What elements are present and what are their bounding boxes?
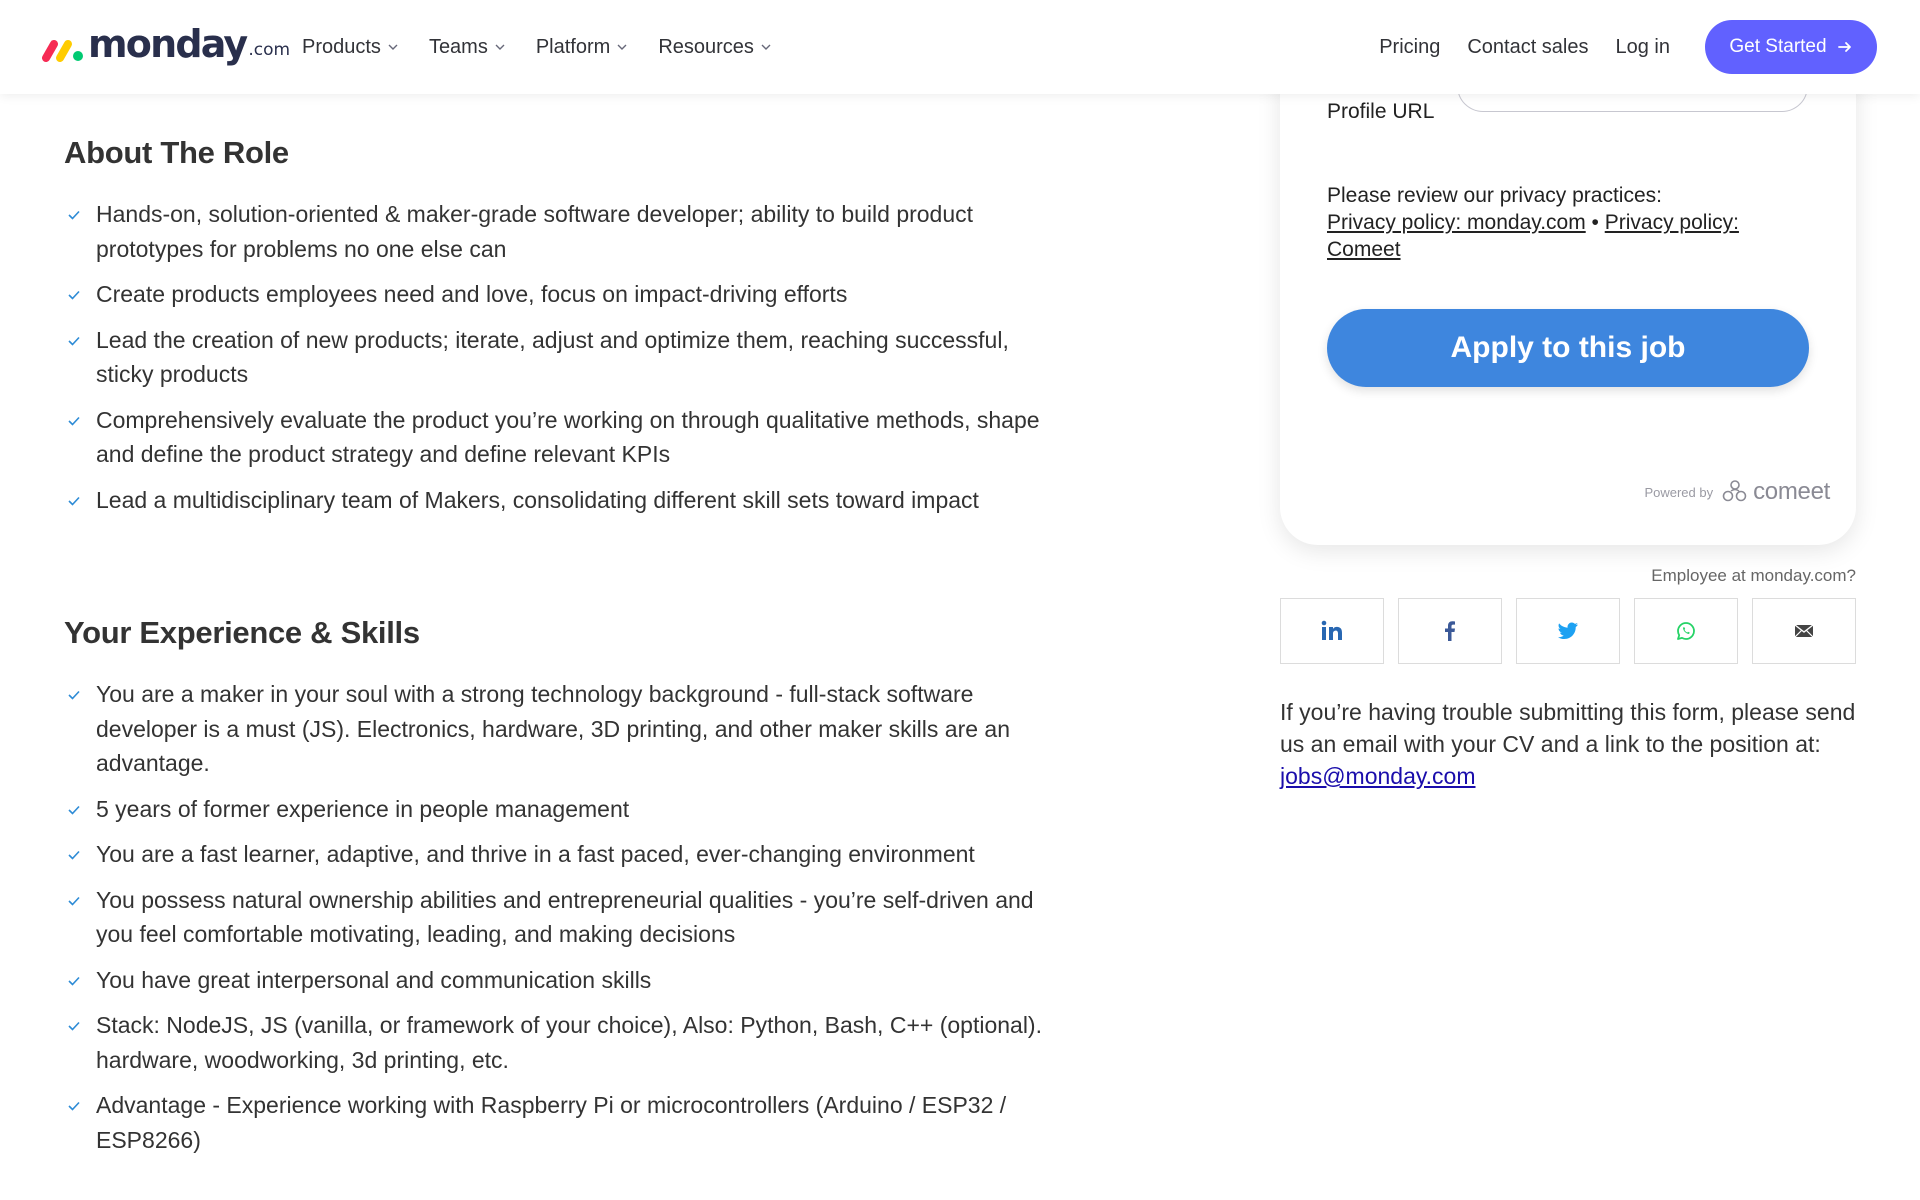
nav-products-label: Products bbox=[302, 35, 381, 58]
nav-platform[interactable] bbox=[536, 36, 628, 59]
chevron-down-icon bbox=[494, 41, 506, 53]
comeet-logo-icon bbox=[1721, 478, 1749, 506]
share-email-button[interactable] bbox=[1752, 598, 1856, 664]
chevron-down-icon bbox=[387, 41, 399, 53]
check-icon bbox=[68, 805, 80, 815]
list-item bbox=[64, 1008, 1064, 1077]
list-item bbox=[64, 323, 1064, 392]
jobs-email-link[interactable]: jobs@monday.com bbox=[1280, 763, 1476, 789]
linkedin-icon bbox=[1320, 619, 1344, 643]
experience-list bbox=[64, 677, 1064, 1168]
about-role-list bbox=[64, 197, 1064, 528]
application-form-card bbox=[1280, 40, 1856, 545]
list-item-text: 5 years of former experience in people management bbox=[96, 795, 630, 822]
whatsapp-icon bbox=[1674, 619, 1698, 643]
check-icon bbox=[68, 1021, 80, 1031]
list-item-text: You are a fast learner, adaptive, and thrive in a fast paced, ever-changing environment bbox=[96, 841, 975, 867]
trouble-submitting-notice bbox=[1280, 696, 1860, 792]
check-icon bbox=[68, 1101, 80, 1111]
list-item bbox=[64, 883, 1064, 952]
nav-products[interactable] bbox=[302, 36, 399, 59]
twitter-icon bbox=[1556, 619, 1580, 643]
check-icon bbox=[68, 290, 80, 300]
login-link[interactable]: Log in bbox=[1615, 35, 1670, 58]
list-item-text: Hands-on, solution-oriented & maker-grade software developer; ability to build product prototypes for problems no one else can bbox=[96, 201, 974, 262]
chevron-down-icon bbox=[760, 41, 772, 53]
list-item-text: Stack: NodeJS, JS (vanilla, or framework of your choice), Also: Python, Bash, C++ (optional). hardware, woodworking, 3d printing, etc. bbox=[96, 1012, 1042, 1073]
list-item bbox=[64, 483, 1064, 518]
header-actions bbox=[1352, 0, 1877, 94]
chevron-down-icon bbox=[616, 41, 628, 53]
apply-button[interactable] bbox=[1327, 309, 1809, 387]
list-item bbox=[64, 1088, 1064, 1157]
trouble-text: If you’re having trouble submitting this form, please send us an email with your CV and a link to the position at: bbox=[1280, 699, 1856, 757]
monday-logo-icon bbox=[42, 28, 86, 64]
nav-platform-label: Platform bbox=[535, 35, 611, 58]
employee-referral-link[interactable]: Employee at monday.com? bbox=[1651, 566, 1856, 585]
check-icon bbox=[68, 896, 80, 906]
share-twitter-button[interactable] bbox=[1516, 598, 1620, 664]
list-item bbox=[64, 677, 1064, 781]
nav-teams[interactable] bbox=[429, 36, 506, 59]
check-icon bbox=[68, 690, 80, 700]
pricing-link[interactable]: Pricing bbox=[1379, 35, 1441, 58]
list-item-text: Lead the creation of new products; iterate, adjust and optimize them, reaching successful, sticky products bbox=[96, 326, 1009, 387]
powered-by-label: Powered by bbox=[1644, 484, 1714, 500]
list-item-text: You possess natural ownership abilities and entrepreneurial qualities - you’re self-driven and you feel comfortable motivating, leading, and making decisions bbox=[96, 886, 1034, 947]
privacy-intro: Please review our privacy practices: bbox=[1327, 184, 1662, 207]
contact-sales-link[interactable]: Contact sales bbox=[1467, 35, 1589, 58]
list-item bbox=[64, 277, 1064, 312]
list-item bbox=[64, 197, 1064, 266]
list-item-text: Create products employees need and love, focus on impact-driving efforts bbox=[96, 281, 848, 307]
list-item bbox=[64, 403, 1064, 472]
check-icon bbox=[68, 850, 80, 860]
comeet-wordmark: comeet bbox=[1753, 478, 1830, 505]
share-buttons bbox=[1280, 598, 1856, 664]
share-facebook-button[interactable] bbox=[1398, 598, 1502, 664]
experience-title: Your Experience & Skills bbox=[64, 615, 420, 650]
list-item-text: Lead a multidisciplinary team of Makers, consolidating different skill sets toward impact bbox=[96, 486, 979, 513]
check-icon bbox=[68, 210, 80, 220]
nav-teams-label: Teams bbox=[428, 35, 488, 58]
share-linkedin-button[interactable] bbox=[1280, 598, 1384, 664]
list-item bbox=[64, 792, 1064, 827]
check-icon bbox=[68, 416, 80, 426]
list-item-text: You are a maker in your soul with a strong technology background - full-stack software developer is a must (JS). Electronics, hardware, 3D printing, and other maker skills are an advantage. bbox=[96, 681, 1011, 776]
powered-by-comeet[interactable] bbox=[1644, 478, 1830, 506]
top-navigation-bar bbox=[0, 0, 1920, 94]
list-item bbox=[64, 963, 1064, 998]
share-whatsapp-button[interactable] bbox=[1634, 598, 1738, 664]
privacy-policy-comeet-link[interactable]: Privacy policy: Comeet bbox=[1327, 211, 1739, 261]
list-item-text: Comprehensively evaluate the product you’re working on through qualitative methods, shape and define the product strategy and define relevant KPIs bbox=[96, 406, 1040, 467]
arrow-right-icon bbox=[1837, 39, 1853, 55]
list-item bbox=[64, 837, 1064, 872]
about-role-title: About The Role bbox=[64, 135, 289, 170]
list-item-text: You have great interpersonal and communication skills bbox=[96, 966, 652, 993]
get-started-button[interactable] bbox=[1705, 20, 1877, 74]
nav-resources[interactable] bbox=[658, 36, 772, 59]
apply-button-label: Apply to this job bbox=[1450, 331, 1686, 364]
nav-resources-label: Resources bbox=[658, 35, 754, 58]
monday-logo[interactable] bbox=[42, 24, 290, 64]
email-icon bbox=[1792, 619, 1816, 643]
get-started-label: Get Started bbox=[1729, 36, 1827, 57]
facebook-icon bbox=[1438, 619, 1462, 643]
check-icon bbox=[68, 976, 80, 986]
logo-wordmark: monday bbox=[88, 22, 247, 66]
main-nav bbox=[302, 0, 802, 94]
check-icon bbox=[68, 496, 80, 506]
privacy-policy-monday-link[interactable]: Privacy policy: monday.com bbox=[1327, 211, 1586, 234]
list-item-text: Advantage - Experience working with Raspberry Pi or microcontrollers (Arduino / ESP32 / ESP8266) bbox=[96, 1092, 1007, 1153]
check-icon bbox=[68, 336, 80, 346]
privacy-separator: • bbox=[1585, 211, 1605, 234]
privacy-notice bbox=[1327, 182, 1797, 263]
profile-url-label: Profile URL bbox=[1327, 100, 1435, 123]
logo-suffix: .com bbox=[248, 40, 291, 60]
